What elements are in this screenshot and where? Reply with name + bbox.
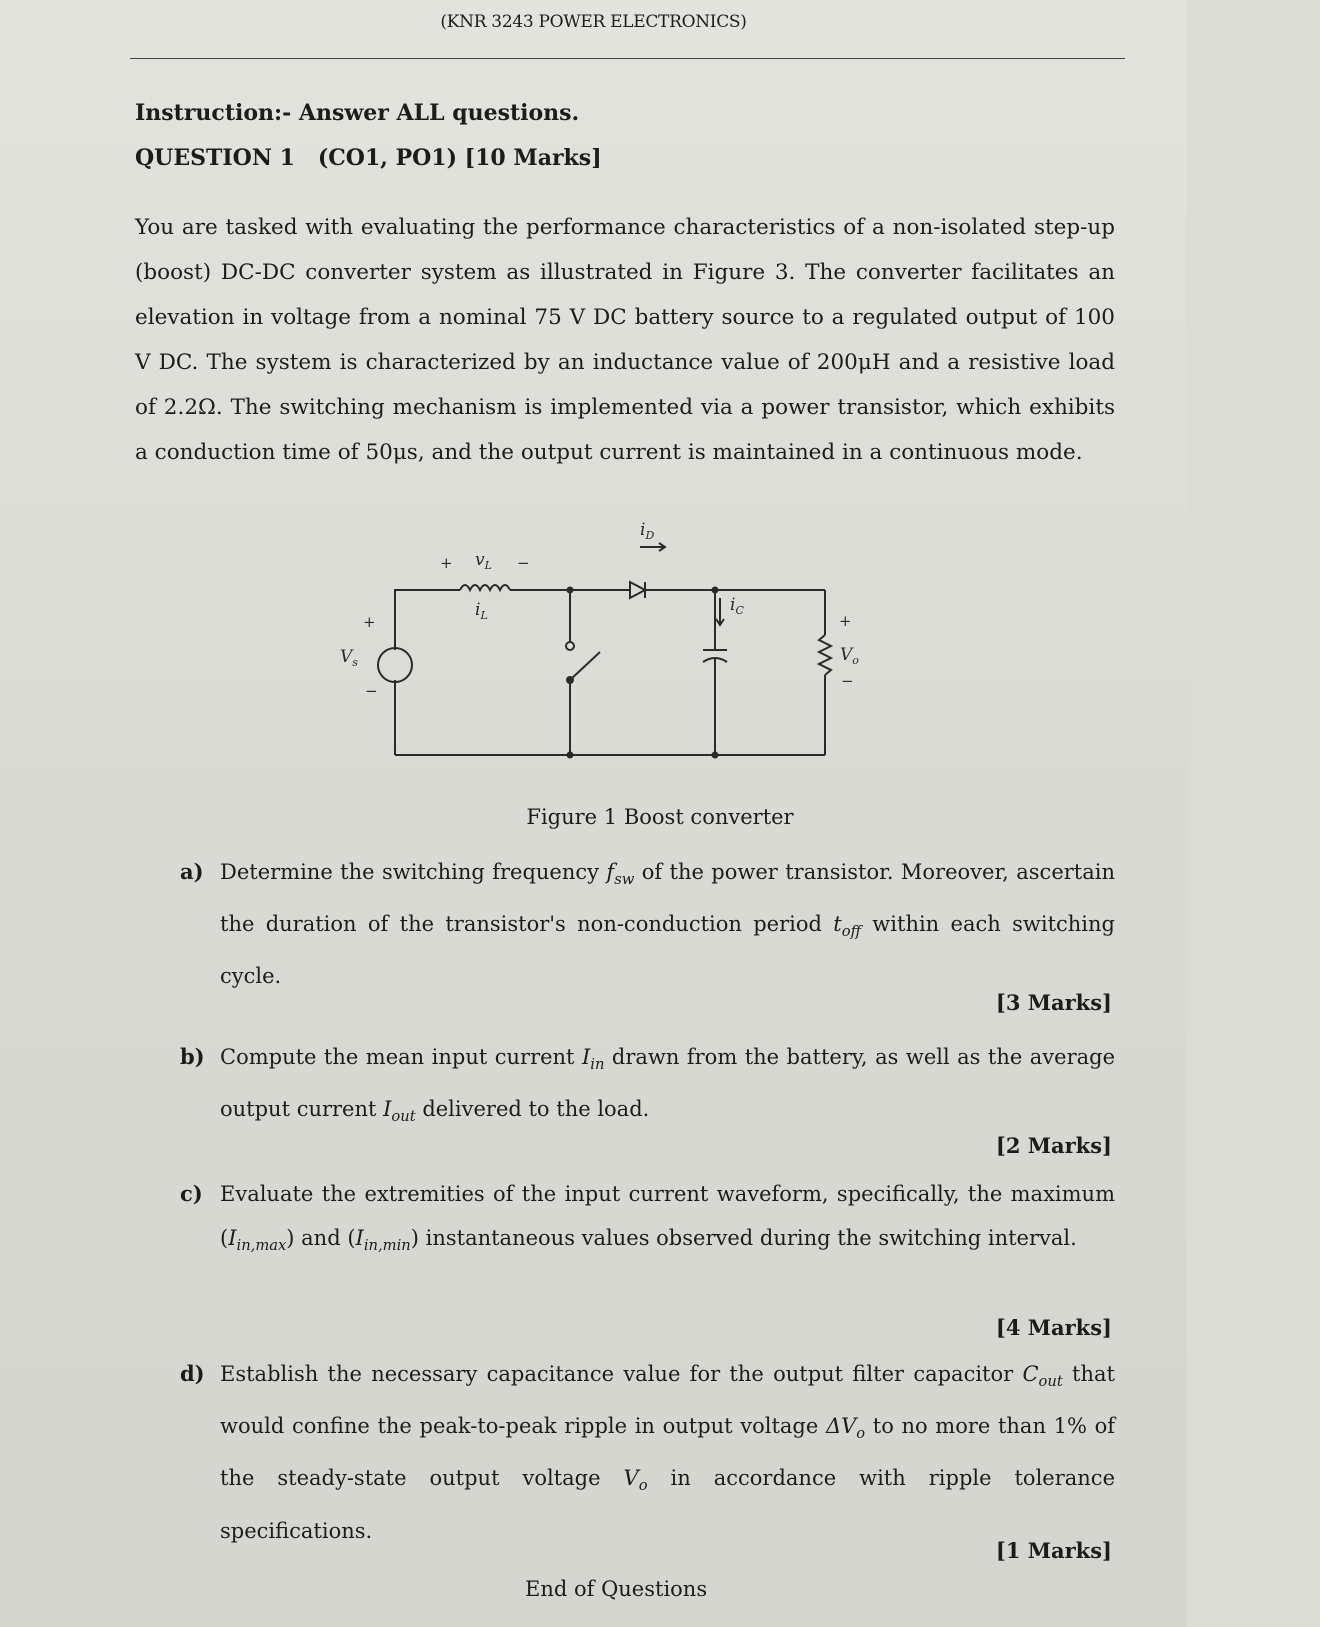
source-plus: +: [363, 613, 376, 631]
label-id: $i_D$: [640, 520, 655, 542]
marks-b: [2 Marks]: [995, 1133, 1112, 1158]
output-plus: +: [839, 612, 852, 630]
inductor: [460, 585, 510, 590]
inductor-plus: +: [440, 554, 453, 572]
question-part-a: a) Determine the switching frequency $f_{sw}$ of the power transistor. Moreover, ascertain the duration of the transistor's non-conduction period $t_{off}$ within each switching cycle.: [180, 850, 1115, 998]
course-header: (KNR 3243 POWER ELECTRONICS): [440, 12, 747, 32]
question-title: QUESTION 1 (CO1, PO1) [10 Marks]: [135, 145, 602, 171]
header-rule: [130, 58, 1125, 59]
voltage-source: [378, 648, 412, 682]
resistor: [819, 635, 831, 675]
marks-c: [4 Marks]: [995, 1315, 1112, 1340]
part-label: a): [180, 859, 204, 884]
label-il: $i_L$: [475, 600, 488, 622]
inductor-minus: −: [517, 554, 530, 572]
question-part-b: b) Compute the mean input current $I_{in}$ drawn from the battery, as well as the average output current $I_{out}$ delivered to the load.: [180, 1035, 1115, 1139]
switch-blade: [570, 652, 600, 680]
label-vs: $V_s$: [340, 647, 358, 669]
question-intro: You are tasked with evaluating the performance characteristics of a non-isolated step-up (boost) DC-DC converter system as illustrated in Figure 3. The converter facilitates an elevation in voltage from a nominal 75 V DC battery source to a regulated output of 100 V DC. The system is characterized by an inductance value of 200μH and a resistive load of 2.2Ω. The switching mechanism is implemented via a power transistor, which exhibits a conduction time of 50μs, and the output current is maintained in a continuous mode.: [135, 215, 1115, 465]
diode: [630, 582, 645, 598]
boost-converter-figure: [340, 520, 865, 785]
source-minus: −: [365, 682, 378, 700]
marks-a: [3 Marks]: [995, 990, 1112, 1015]
label-vl: $v_L$: [475, 550, 492, 572]
question-part-c: c) Evaluate the extremities of the input current waveform, specifically, the maximum $(I_{in,max})$ and $(I_{in,min})$ instantaneous values observed during the switching interval.: [180, 1172, 1115, 1268]
figure-caption: Figure 1 Boost converter: [526, 805, 794, 829]
instruction: Instruction:- Answer ALL questions.: [135, 100, 580, 126]
part-label: c): [180, 1181, 203, 1206]
part-label: b): [180, 1044, 205, 1069]
output-minus: −: [841, 672, 854, 690]
question-part-d: d) Establish the necessary capacitance value for the output filter capacitor $C_{out}$ that would confine the peak-to-peak ripple in output voltage $\Delta V_o$ to no more than 1% of the steady-state output voltage $V_o$ in accordance with ripple tolerance specifications.: [180, 1352, 1115, 1553]
end-of-questions: End of Questions: [525, 1577, 708, 1601]
label-ic: $i_C$: [730, 595, 744, 617]
circuit-diagram: [340, 520, 865, 785]
label-vo: $V_o$: [840, 645, 859, 667]
wire-top-left: [395, 590, 460, 650]
part-label: d): [180, 1361, 205, 1386]
marks-d: [1 Marks]: [995, 1538, 1112, 1563]
